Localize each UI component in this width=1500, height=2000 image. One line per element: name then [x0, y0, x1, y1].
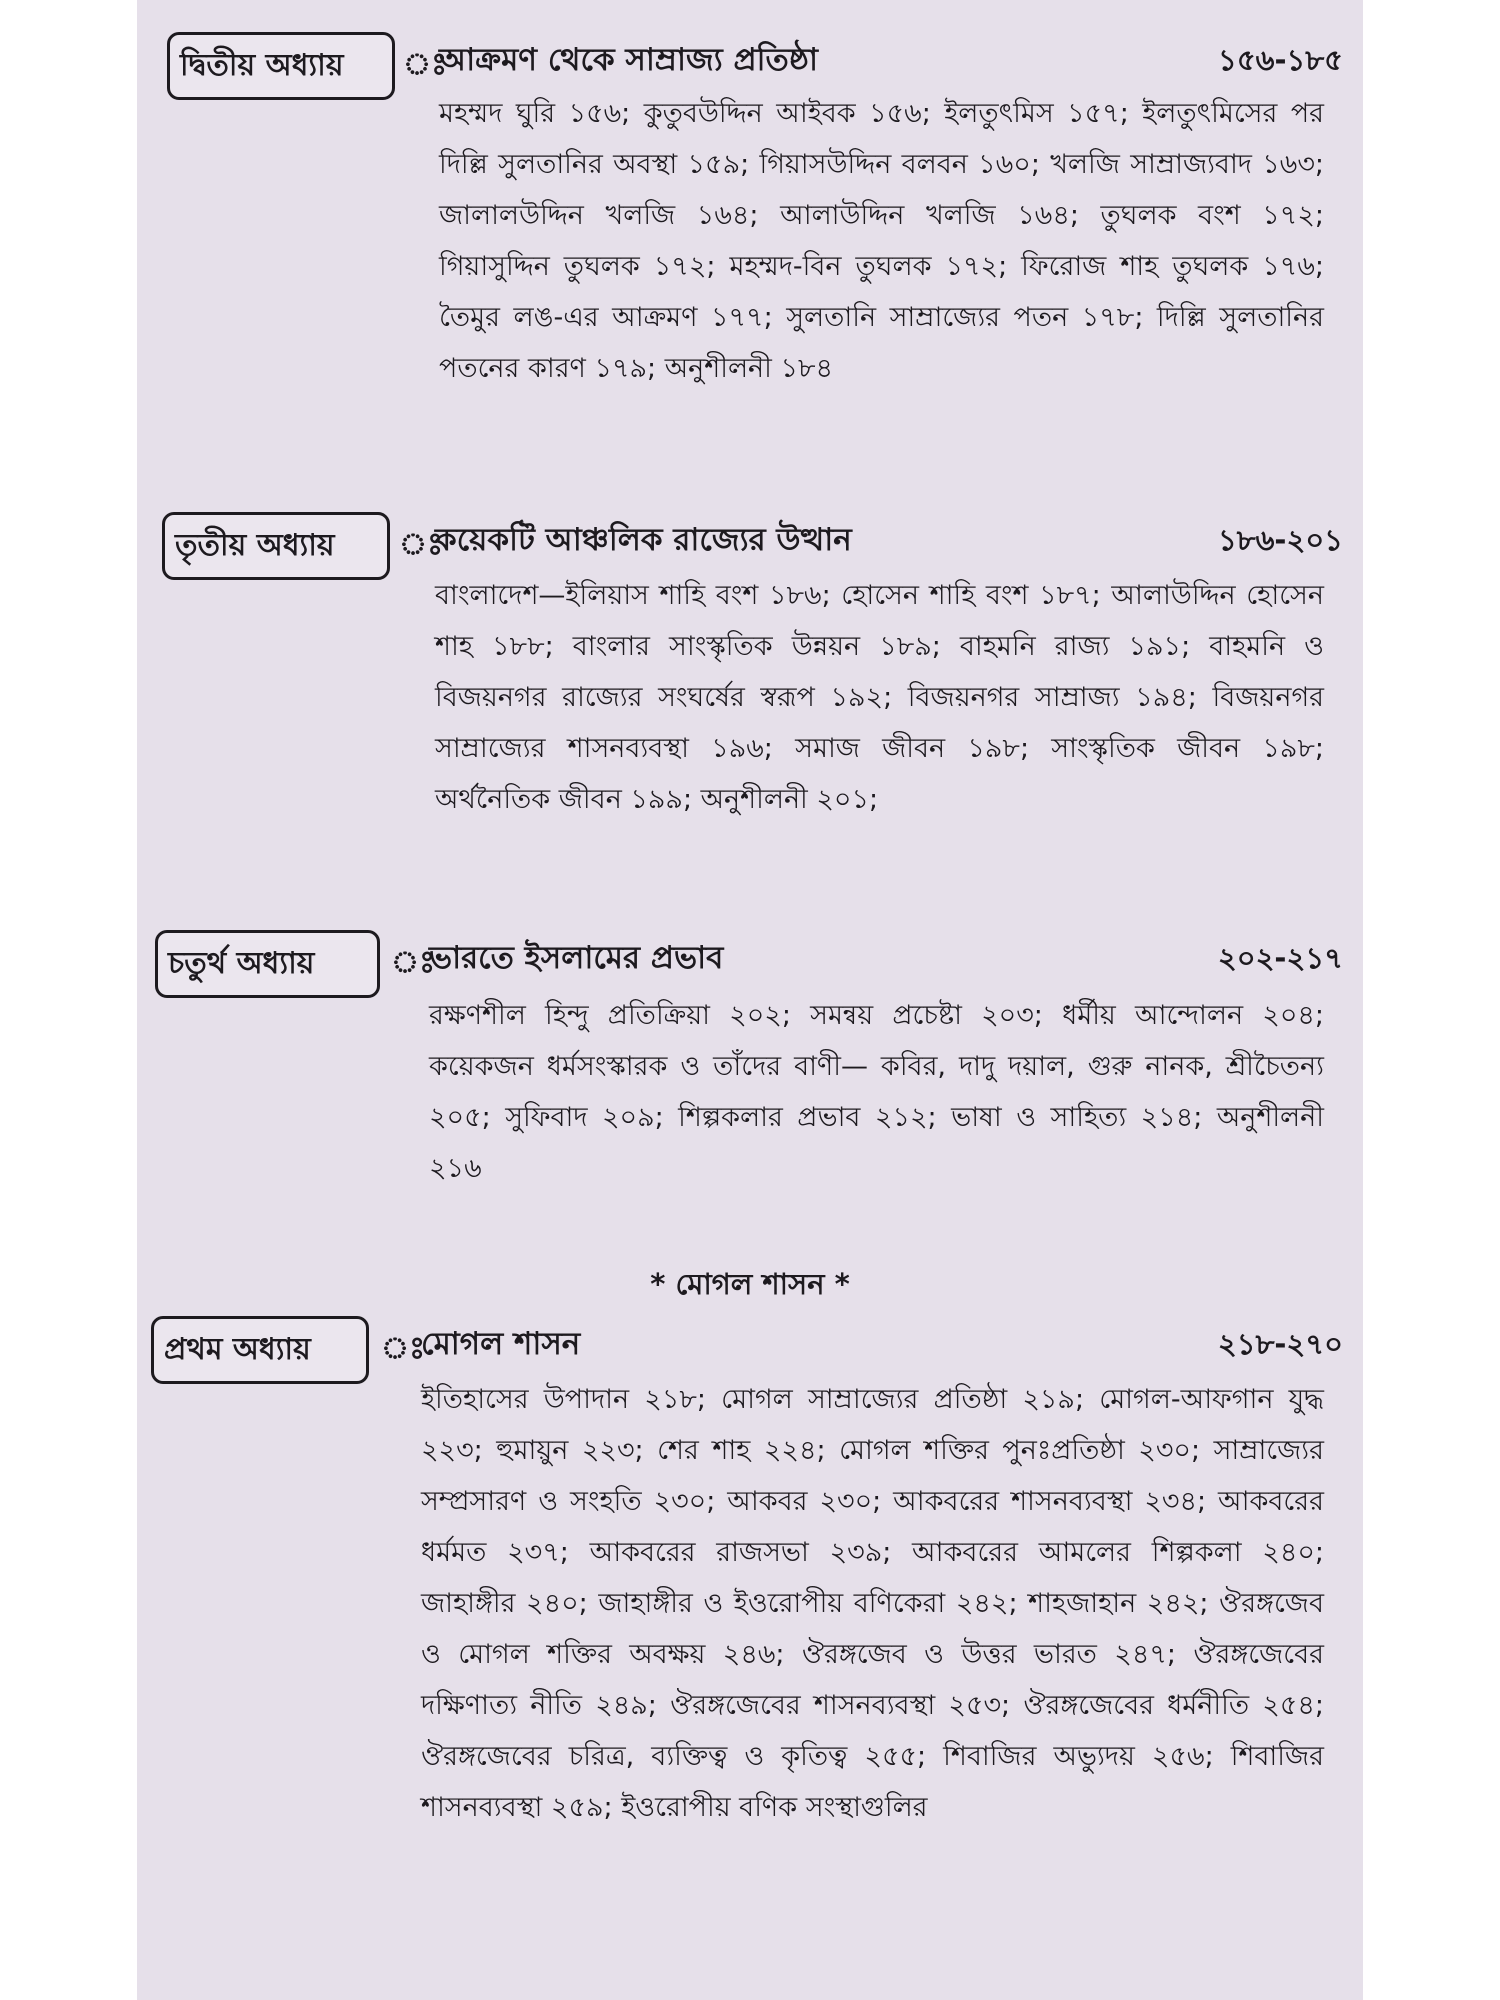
chapter-label-box: প্রথম অধ্যায় — [151, 1316, 369, 1384]
chapter-label-box: তৃতীয় অধ্যায় — [162, 512, 390, 580]
chapter-title: মোগল শাসন — [421, 1326, 581, 1362]
chapter-topics: মহম্মদ ঘুরি ১৫৬; কুতুবউদ্দিন আইবক ১৫৬; ইলতুৎমিস ১৫৭; ইলতুৎমিসের পর দিল্লি সুলতানির অবস্থা ১৫৯; গিয়াসউদ্দিন বলবন ১৬০; খলজি সাম্রাজ্যবাদ ১৬৩; জালালউদ্দিন খলজি ১৬৪; আলাউদ্দিন খলজি ১৬৪; তুঘলক বংশ ১৭২; গিয়াসুদ্দিন তুঘলক ১৭২; মহম্মদ-বিন তুঘলক ১৭২; ফিরোজ শাহ তুঘলক ১৭৬; তৈমুর লঙ-এর আক্রমণ ১৭৭; সুলতানি সাম্রাজ্যের পতন ১৭৮; দিল্লি সুলতানির পতনের কারণ ১৭৯; অনুশীলনী ১৮৪ — [439, 98, 1324, 384]
chapter-page-range: ১৫৬-১৮৫ — [1218, 43, 1343, 77]
chapter-page-range: ১৮৬-২০১ — [1217, 523, 1343, 557]
section-divider: * মোগল শাসন * — [650, 1267, 850, 1301]
chapter-colon: ঃ — [381, 1331, 426, 1366]
chapter-label-box: চতুর্থ অধ্যায় — [155, 930, 380, 998]
chapter-colon: ঃ — [403, 47, 448, 82]
chapter-label-box: দ্বিতীয় অধ্যায় — [167, 32, 395, 100]
chapter-colon: ঃ — [399, 527, 444, 562]
chapter-topics: ইতিহাসের উপাদান ২১৮; মোগল সাম্রাজ্যের প্রতিষ্ঠা ২১৯; মোগল-আফগান যুদ্ধ ২২৩; হুমায়ুন ২২৩; শের শাহ ২২৪; মোগল শক্তির পুনঃপ্রতিষ্ঠা ২৩০; সাম্রাজ্যের সম্প্রসারণ ও সংহতি ২৩০; আকবর ২৩০; আকবরের শাসনব্যবস্থা ২৩৪; আকবরের ধর্মমত ২৩৭; আকবরের রাজসভা ২৩৯; আকবরের আমলের শিল্পকলা ২৪০; জাহাঙ্গীর ২৪০; জাহাঙ্গীর ও ইওরোপীয় বণিকেরা ২৪২; শাহজাহান ২৪২; ঔরঙ্গজেব ও মোগল শক্তির অবক্ষয় ২৪৬; ঔরঙ্গজেব ও উত্তর ভারত ২৪৭; ঔরঙ্গজেবের দক্ষিণাত্য নীতি ২৪৯; ঔরঙ্গজেবের শাসনব্যবস্থা ২৫৩; ঔরঙ্গজেবের ধর্মনীতি ২৫৪; ঔরঙ্গজেবের চরিত্র, ব্যক্তিত্ব ও কৃতিত্ব ২৫৫; শিবাজির অভ্যুদয় ২৫৬; শিবাজির শাসনব্যবস্থা ২৫৯; ইওরোপীয় বণিক সংস্থাগুলির — [421, 1384, 1324, 1823]
chapter-title: আক্রমণ থেকে সাম্রাজ্য প্রতিষ্ঠা — [439, 42, 818, 78]
chapter-topics: বাংলাদেশ—ইলিয়াস শাহি বংশ ১৮৬; হোসেন শাহি বংশ ১৮৭; আলাউদ্দিন হোসেন শাহ ১৮৮; বাংলার সাংস্কৃতিক উন্নয়ন ১৮৯; বাহমনি রাজ্য ১৯১; বাহমনি ও বিজয়নগর রাজ্যের সংঘর্ষের স্বরূপ ১৯২; বিজয়নগর সাম্রাজ্য ১৯৪; বিজয়নগর সাম্রাজ্যের শাসনব্যবস্থা ১৯৬; সমাজ জীবন ১৯৮; সাংস্কৃতিক জীবন ১৯৮; অর্থনৈতিক জীবন ১৯৯; অনুশীলনী ২০১; — [435, 580, 1324, 815]
chapter-colon: ঃ — [391, 945, 436, 980]
chapter-page-range: ২১৮-২৭০ — [1217, 1327, 1343, 1361]
chapter-title: ভারতে ইসলামের প্রভাব — [429, 940, 724, 976]
chapter-title: কয়েকটি আঞ্চলিক রাজ্যের উত্থান — [435, 522, 852, 558]
chapter-page-range: ২০২-২১৭ — [1217, 941, 1343, 975]
book-page — [137, 0, 1363, 2000]
chapter-topics: রক্ষণশীল হিন্দু প্রতিক্রিয়া ২০২; সমন্বয় প্রচেষ্টা ২০৩; ধর্মীয় আন্দোলন ২০৪; কয়েকজন ধর্মসংস্কারক ও তাঁদের বাণী— কবির, দাদু দয়াল, গুরু নানক, শ্রীচৈতন্য ২০৫; সুফিবাদ ২০৯; শিল্পকলার প্রভাব ২১২; ভাষা ও সাহিত্য ২১৪; অনুশীলনী ২১৬ — [429, 1000, 1324, 1184]
